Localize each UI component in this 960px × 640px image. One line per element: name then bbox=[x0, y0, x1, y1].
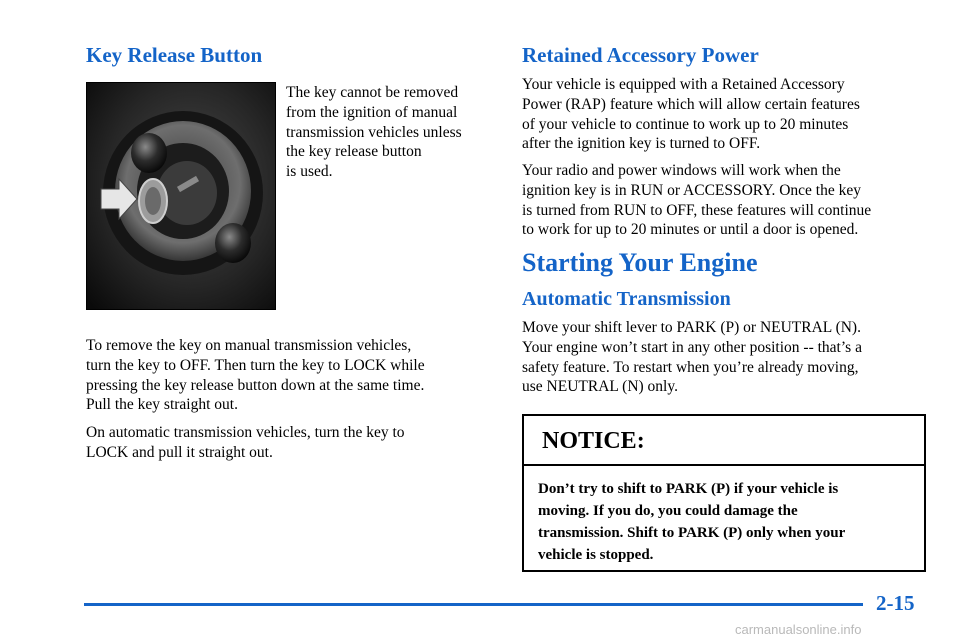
caption-line: transmission vehicles unless bbox=[286, 123, 462, 141]
paragraph-line: LOCK and pull it straight out. bbox=[86, 443, 273, 461]
automatic-key-paragraph bbox=[86, 423, 496, 463]
paragraph-line: Your vehicle is equipped with a Retained Accessory bbox=[522, 76, 845, 93]
paragraph-line: safety feature. To restart when you’re already moving, bbox=[522, 358, 859, 376]
paragraph-line: turn the key to OFF. Then turn the key to LOCK while bbox=[86, 356, 425, 374]
paragraph-line: On automatic transmission vehicles, turn the key to bbox=[86, 424, 405, 441]
page-number: 2-15 bbox=[876, 591, 915, 615]
paragraph-line: use NEUTRAL (N) only. bbox=[522, 378, 678, 396]
rap-paragraph-1 bbox=[522, 75, 932, 154]
paragraph-line: Your engine won’t start in any other position -- that’s a bbox=[522, 338, 862, 356]
caption-line: The key cannot be removed bbox=[286, 84, 459, 101]
paragraph-line: Move your shift lever to PARK (P) or NEUTRAL (N). bbox=[522, 319, 861, 336]
paragraph-line: of your vehicle to continue to work up to 20 minutes bbox=[522, 115, 849, 133]
notice-title: NOTICE: bbox=[542, 428, 645, 454]
paragraph-line: Pull the key straight out. bbox=[86, 396, 238, 414]
notice-box bbox=[522, 414, 926, 572]
notice-body bbox=[538, 478, 914, 566]
rap-paragraph-2 bbox=[522, 161, 932, 240]
paragraph-line: Your radio and power windows will work when the bbox=[522, 162, 841, 179]
notice-line: moving. If you do, you could damage the bbox=[538, 503, 798, 519]
footer-rule bbox=[84, 603, 863, 606]
automatic-transmission-subheading: Automatic Transmission bbox=[522, 288, 731, 310]
watermark: carmanualsonline.info bbox=[735, 622, 862, 637]
key-release-heading: Key Release Button bbox=[86, 43, 263, 67]
caption-line: from the ignition of manual bbox=[286, 103, 458, 121]
paragraph-line: to work for up to 20 minutes or until a door is opened. bbox=[522, 221, 859, 239]
caption-line: is used. bbox=[286, 163, 333, 181]
key-release-photo bbox=[86, 82, 276, 310]
rap-heading: Retained Accessory Power bbox=[522, 43, 759, 67]
key-release-caption bbox=[286, 83, 496, 182]
notice-line: Don’t try to shift to PARK (P) if your vehicle is bbox=[538, 481, 839, 497]
notice-line: transmission. Shift to PARK (P) only when your bbox=[538, 525, 846, 541]
ignition-illustration bbox=[87, 83, 275, 309]
key-removal-paragraph bbox=[86, 336, 496, 415]
paragraph-line: is turned from RUN to OFF, these features will continue bbox=[522, 201, 872, 219]
caption-line: the key release button bbox=[286, 143, 422, 161]
automatic-transmission-paragraph bbox=[522, 318, 932, 397]
paragraph-line: To remove the key on manual transmission vehicles, bbox=[86, 337, 412, 354]
notice-line: vehicle is stopped. bbox=[538, 547, 654, 563]
paragraph-line: pressing the key release button down at the same time. bbox=[86, 376, 425, 394]
paragraph-line: after the ignition key is turned to OFF. bbox=[522, 135, 761, 153]
paragraph-line: ignition key is in RUN or ACCESSORY. Once the key bbox=[522, 181, 862, 199]
starting-engine-heading: Starting Your Engine bbox=[522, 248, 758, 277]
paragraph-line: Power (RAP) feature which will allow certain features bbox=[522, 95, 860, 113]
